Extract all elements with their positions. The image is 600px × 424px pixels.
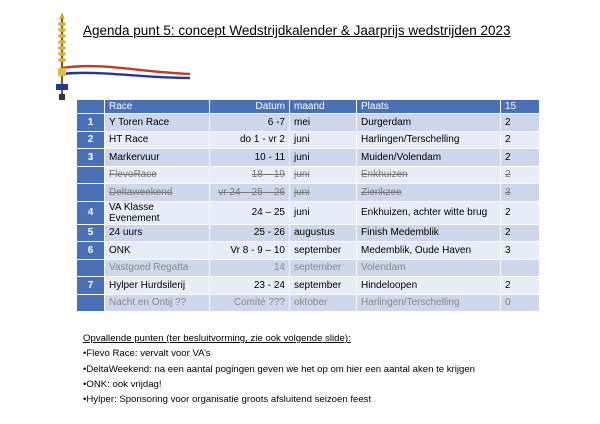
cell-plaats: Enkhuizen, achter witte brug [357, 201, 501, 224]
cell-race: Deltaweekend [105, 184, 210, 202]
cell-plaats: Harlingen/Terschelling [357, 294, 501, 312]
cell-plaats: Medemblik, Oude Haven [357, 242, 501, 260]
table-row [77, 184, 540, 202]
cell-race: FlevoRace [105, 166, 210, 184]
cell-maand: september [290, 242, 357, 260]
cell-maand: oktober [290, 294, 357, 312]
cell-count: 2 [501, 201, 540, 224]
note-hylper: •Hylper: Sponsoring voor organisatie groots afsluitend seizoen feest [83, 394, 372, 406]
header-count: 15 [501, 100, 540, 114]
cell-race: HT Race [105, 131, 210, 149]
table-row [77, 149, 540, 167]
cell-datum: 25 - 26 [210, 224, 290, 242]
header-plaats: Plaats [357, 100, 501, 114]
cell-datum: vr 24 – 25 – 26 [210, 184, 290, 202]
table-row [77, 114, 540, 132]
cell-plaats: Finish Medemblik [357, 224, 501, 242]
cell-count: 2 [501, 114, 540, 132]
cell-datum: Comité ??? [210, 294, 290, 312]
header-maand: maand [290, 100, 357, 114]
table-row [77, 224, 540, 242]
cell-count: 2 [501, 166, 540, 184]
cell-count: 3 [501, 242, 540, 260]
cell-plaats: Volendam [357, 259, 501, 277]
race-calendar-table [76, 99, 540, 312]
cell-count: 2 [501, 224, 540, 242]
cell-datum: 6 -7 [210, 114, 290, 132]
cell-nr [77, 259, 105, 277]
cell-nr [77, 184, 105, 202]
cell-maand: september [290, 259, 357, 277]
cell-plaats: Harlingen/Terschelling [357, 131, 501, 149]
cell-maand: september [290, 277, 357, 295]
cell-race: 24 uurs [105, 224, 210, 242]
cell-nr: 2 [77, 131, 105, 149]
cell-maand: juni [290, 201, 357, 224]
header-datum: Datum [210, 100, 290, 114]
note-onk: •ONK: ook vrijdag! [83, 378, 162, 390]
cell-plaats: Hindeloopen [357, 277, 501, 295]
cell-datum: Vr 8 - 9 – 10 [210, 242, 290, 260]
note-flevo: •Flevo Race: vervalt voor VA’s [83, 348, 211, 360]
notes-heading: Opvallende punten (ter besluitvorming, zie ook volgende slide): [83, 333, 351, 344]
cell-datum: 18 – 19 [210, 166, 290, 184]
cell-datum: do 1 - vr 2 [210, 131, 290, 149]
table-header-row [77, 100, 540, 114]
cell-count: 3 [501, 184, 540, 202]
cell-count: 0 [501, 294, 540, 312]
cell-maand: juni [290, 184, 357, 202]
cell-maand: augustus [290, 224, 357, 242]
note-deltaweekend: •DeltaWeekend: na een aantal pogingen geven we het op om hier een aantal aken te krijgen [83, 363, 476, 375]
slide-title: Agenda punt 5: concept Wedstrijdkalender & Jaarprijs wedstrijden 2023 [83, 23, 511, 38]
cell-count [501, 259, 540, 277]
cell-nr: 5 [77, 224, 105, 242]
cell-maand: juni [290, 166, 357, 184]
cell-datum: 23 - 24 [210, 277, 290, 295]
cell-nr: 4 [77, 201, 105, 224]
cell-race: VA Klasse Evenement [105, 201, 210, 224]
cell-plaats: Enkhuizen [357, 166, 501, 184]
cell-race: Y Toren Race [105, 114, 210, 132]
cell-count: 2 [501, 277, 540, 295]
table-row [77, 166, 540, 184]
table-row [77, 131, 540, 149]
cell-count: 2 [501, 131, 540, 149]
cell-race: Hylper Hurdsilerij [105, 277, 210, 295]
cell-plaats: Muiden/Volendam [357, 149, 501, 167]
cell-maand: mei [290, 114, 357, 132]
cell-plaats: Zierikzee [357, 184, 501, 202]
cell-race: ONK [105, 242, 210, 260]
cell-datum: 24 – 25 [210, 201, 290, 224]
cell-race: Markervuur [105, 149, 210, 167]
cell-maand: juni [290, 149, 357, 167]
table-row [77, 294, 540, 312]
header-nr [77, 100, 105, 114]
cell-race: Nacht en Ontij ?? [105, 294, 210, 312]
table-row [77, 277, 540, 295]
cell-nr: 7 [77, 277, 105, 295]
table-row [77, 259, 540, 277]
cell-nr: 6 [77, 242, 105, 260]
cell-nr: 3 [77, 149, 105, 167]
cell-datum: 10 - 11 [210, 149, 290, 167]
cell-nr [77, 166, 105, 184]
header-race: Race [105, 100, 210, 114]
cell-nr [77, 294, 105, 312]
cell-maand: juni [290, 131, 357, 149]
cell-count: 2 [501, 149, 540, 167]
table-row [77, 201, 540, 224]
notes-block [83, 331, 475, 407]
cell-race: Vastgoed Regatta [105, 259, 210, 277]
cell-nr: 1 [77, 114, 105, 132]
cell-datum: 14 [210, 259, 290, 277]
cell-plaats: Durgerdam [357, 114, 501, 132]
table-row [77, 242, 540, 260]
